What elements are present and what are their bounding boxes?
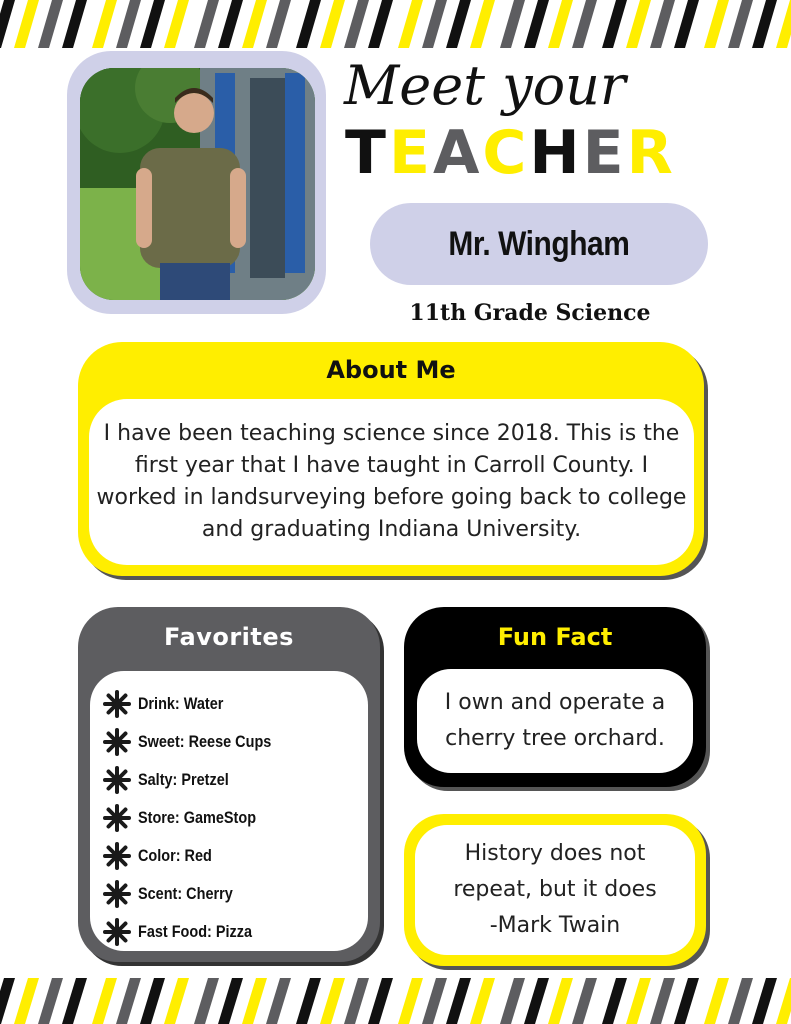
teacher-name: Mr. Wingham	[448, 224, 630, 263]
stripe	[242, 0, 267, 48]
stripe	[602, 978, 627, 1024]
favorite-item-label: Store: GameStop	[138, 808, 257, 827]
asterisk-icon	[102, 803, 132, 833]
asterisk-icon	[102, 879, 132, 909]
stripe	[398, 0, 423, 48]
stripe	[92, 978, 117, 1024]
stripe	[344, 0, 369, 48]
stripe	[242, 978, 267, 1024]
asterisk-icon	[102, 841, 132, 871]
favorites-body	[90, 671, 368, 951]
name-pill	[370, 203, 708, 285]
bottom-stripe-border	[0, 978, 791, 1024]
stripe	[296, 978, 321, 1024]
stripe	[368, 978, 393, 1024]
stripe	[728, 0, 753, 48]
teacher-photo-illustration	[80, 68, 315, 300]
favorite-item-label: Fast Food: Pizza	[138, 922, 253, 941]
asterisk-icon	[102, 917, 132, 947]
stripe	[92, 0, 117, 48]
svg-text:Meet your: Meet your	[344, 54, 626, 117]
fun-fact-body	[417, 669, 693, 773]
stripe	[752, 0, 777, 48]
quote-attribution: -Mark Twain	[489, 913, 621, 938]
stripe	[38, 978, 63, 1024]
subject-label: 11th Grade Science	[409, 300, 651, 326]
title-letter: R	[626, 118, 676, 188]
title-letter: T	[345, 118, 389, 188]
quote-line: repeat, but it does	[453, 877, 657, 902]
asterisk-icon	[102, 765, 132, 795]
stripe	[140, 0, 165, 48]
favorites-list	[102, 685, 295, 951]
stripe-pattern-bottom	[0, 978, 791, 1024]
stripe	[650, 978, 675, 1024]
about-me-body	[89, 399, 694, 565]
asterisk-icon	[102, 727, 132, 757]
favorite-item	[102, 761, 295, 799]
stripe	[164, 0, 189, 48]
stripe	[422, 978, 447, 1024]
meet-your-script-lettering	[340, 52, 700, 124]
quote-line: History does not	[464, 841, 646, 866]
favorite-item	[102, 799, 295, 837]
stripe	[320, 978, 345, 1024]
stripe	[266, 0, 291, 48]
stripe	[752, 978, 777, 1024]
stripe	[266, 978, 291, 1024]
stripe	[548, 978, 573, 1024]
stripe	[572, 0, 597, 48]
fun-fact-title: Fun Fact	[497, 623, 613, 651]
stripe	[194, 0, 219, 48]
stripe	[164, 978, 189, 1024]
stripe	[674, 0, 699, 48]
favorite-item	[102, 723, 295, 761]
stripe	[704, 0, 729, 48]
stripe	[500, 0, 525, 48]
favorite-item-label: Sweet: Reese Cups	[138, 732, 272, 751]
favorite-item	[102, 913, 295, 951]
fun-fact-card	[404, 607, 706, 787]
stripe	[704, 978, 729, 1024]
favorites-title: Favorites	[164, 623, 294, 651]
favorite-item	[102, 685, 295, 723]
stripe	[218, 978, 243, 1024]
stripe	[548, 0, 573, 48]
title-letter: E	[388, 118, 433, 188]
stripe	[674, 978, 699, 1024]
stripe	[470, 978, 495, 1024]
stripe	[500, 978, 525, 1024]
stripe	[0, 0, 15, 48]
title-letter: H	[529, 118, 583, 188]
stripe	[776, 978, 791, 1024]
about-me-card	[78, 342, 704, 576]
favorite-item-label: Salty: Pretzel	[138, 770, 229, 789]
stripe	[116, 0, 141, 48]
title-letter: E	[582, 118, 627, 188]
title-letter: C	[482, 118, 530, 188]
stripe	[296, 0, 321, 48]
meet-your-script	[340, 52, 700, 124]
favorite-item	[102, 837, 295, 875]
title-letter: A	[432, 118, 483, 188]
stripe-pattern-top	[0, 0, 791, 48]
quote-card	[404, 814, 706, 966]
stripe	[572, 978, 597, 1024]
stripe	[650, 0, 675, 48]
stripe	[62, 978, 87, 1024]
stripe	[398, 978, 423, 1024]
stripe	[446, 978, 471, 1024]
about-me-title: About Me	[326, 356, 456, 384]
stripe	[368, 0, 393, 48]
stripe	[38, 0, 63, 48]
stripe	[422, 0, 447, 48]
stripe	[776, 0, 791, 48]
stripe	[116, 978, 141, 1024]
favorite-item-label: Scent: Cherry	[138, 884, 233, 903]
favorite-item	[102, 875, 295, 913]
stripe	[344, 978, 369, 1024]
stripe	[0, 978, 15, 1024]
stripe	[728, 978, 753, 1024]
stripe	[320, 0, 345, 48]
stripe	[602, 0, 627, 48]
stripe	[62, 0, 87, 48]
favorite-item-label: Drink: Water	[138, 694, 224, 713]
stripe	[446, 0, 471, 48]
teacher-photo	[80, 68, 315, 300]
top-stripe-border	[0, 0, 791, 48]
stripe	[14, 978, 39, 1024]
asterisk-icon	[102, 689, 132, 719]
favorite-item-label: Color: Red	[138, 846, 212, 865]
stripe	[626, 0, 651, 48]
teacher-heading	[345, 118, 676, 188]
stripe	[218, 0, 243, 48]
stripe	[524, 978, 549, 1024]
about-me-text: I have been teaching science since 2018. This is the first year that I have taught in Carroll County. I worked in landsurveying before going back to college and graduating Indiana University.	[96, 421, 687, 542]
quote-text	[453, 836, 656, 944]
favorites-card	[78, 607, 380, 962]
stripe	[524, 0, 549, 48]
stripe	[140, 978, 165, 1024]
stripe	[470, 0, 495, 48]
stripe	[626, 978, 651, 1024]
quote-body	[415, 825, 695, 955]
fun-fact-text: I own and operate a cherry tree orchard.	[444, 690, 666, 751]
stripe	[194, 978, 219, 1024]
stripe	[14, 0, 39, 48]
